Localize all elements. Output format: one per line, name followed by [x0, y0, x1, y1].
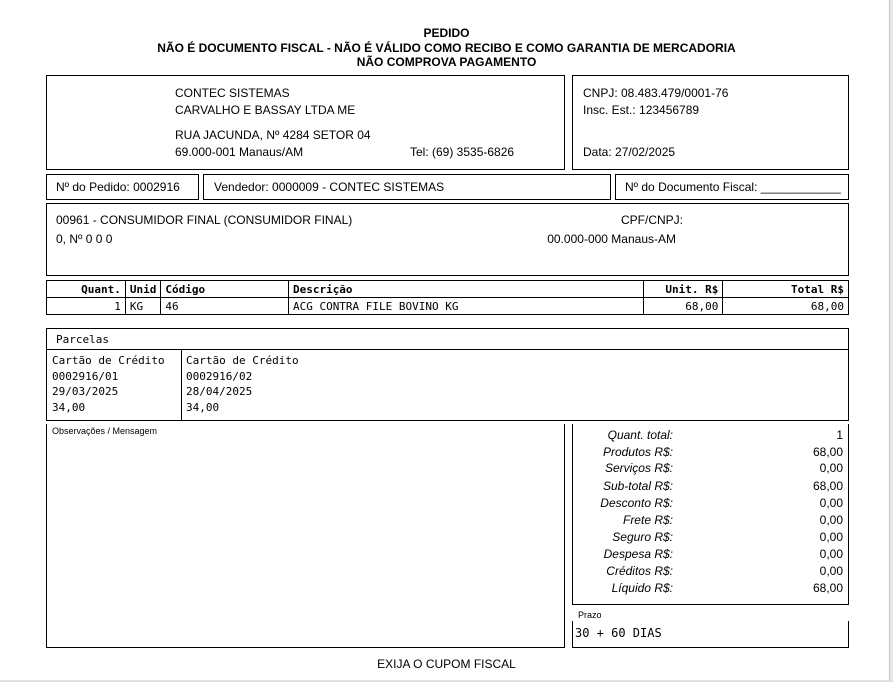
term-box — [572, 621, 849, 648]
installment-date: 29/03/2025 — [52, 385, 119, 398]
total-label: Despesa R$: — [603, 546, 673, 561]
company-city: 69.000-001 Manaus/AM — [175, 145, 304, 159]
total-label: Créditos R$: — [606, 563, 673, 578]
total-label: Produtos R$: — [602, 444, 673, 459]
customer-box — [46, 203, 849, 276]
term-value: 30 + 60 DIAS — [575, 626, 662, 640]
order-date: Data: 27/02/2025 — [583, 145, 676, 159]
col-total: Total R$ — [723, 281, 849, 298]
table-row — [47, 298, 849, 315]
company-box — [46, 75, 565, 170]
item-total: 68,00 — [723, 298, 849, 315]
total-value: 0,00 — [819, 461, 843, 475]
items-table — [46, 280, 849, 315]
doc-title: PEDIDO — [423, 26, 470, 40]
installment-method: Cartão de Crédito — [52, 354, 165, 367]
total-label: Desconto R$: — [600, 495, 673, 510]
doc-disclaimer: NÃO É DOCUMENTO FISCAL - NÃO É VÁLIDO COMO RECIBO E COMO GARANTIA DE MERCADORIA — [157, 41, 736, 55]
company-legal-name: CARVALHO E BASSAY LTDA ME — [175, 103, 356, 117]
total-value: 68,00 — [812, 479, 843, 493]
installment-date: 28/04/2025 — [186, 385, 253, 398]
term-label: Prazo — [578, 610, 602, 620]
list-item — [186, 353, 299, 415]
order-number: Nº do Pedido: 0002916 — [56, 180, 180, 194]
installment-amount: 34,00 — [186, 400, 220, 414]
fiscal-doc-box — [615, 174, 849, 200]
total-value: 0,00 — [819, 512, 843, 527]
total-value: 1 — [836, 428, 843, 442]
company-state-registration: Insc. Est.: 123456789 — [583, 103, 700, 117]
total-label: Sub-total R$: — [602, 479, 673, 493]
col-unit-price: Unit. R$ — [643, 281, 723, 298]
item-qty: 1 — [47, 298, 126, 315]
company-cnpj: CNPJ: 08.483.479/0001-76 — [583, 86, 729, 100]
list-item — [52, 353, 165, 415]
installments-title: Parcelas — [56, 333, 109, 346]
items-header-row — [47, 281, 849, 298]
total-label: Serviços R$: — [604, 461, 673, 475]
installments-title-box — [46, 328, 849, 350]
col-desc: Descrição — [288, 281, 643, 298]
total-label: Seguro R$: — [612, 529, 673, 544]
seller-box — [203, 174, 611, 200]
total-value: 68,00 — [812, 444, 843, 459]
item-unit-price: 68,00 — [643, 298, 723, 315]
company-name: CONTEC SISTEMAS — [175, 86, 290, 100]
installment-method: Cartão de Crédito — [186, 354, 299, 367]
total-value: 0,00 — [819, 546, 843, 561]
col-qty: Quant. — [47, 281, 126, 298]
total-value: 0,00 — [819, 529, 843, 544]
item-unit: KG — [125, 298, 161, 315]
total-value: 0,00 — [819, 563, 843, 578]
installments-divider — [181, 350, 182, 420]
installment-number: 0002916/01 — [52, 369, 119, 383]
total-value: 0,00 — [819, 495, 843, 510]
installment-amount: 34,00 — [52, 400, 86, 414]
total-label: Quant. total: — [607, 428, 673, 442]
item-code: 46 — [161, 298, 289, 315]
installments-box — [46, 349, 849, 421]
item-desc: ACG CONTRA FILE BOVINO KG — [288, 298, 643, 315]
col-code: Código — [161, 281, 289, 298]
total-value: 68,00 — [812, 580, 843, 595]
scrollbar-edge — [889, 0, 893, 682]
fiscal-doc-number: Nº do Documento Fiscal: ____________ — [625, 180, 841, 194]
customer-name: 00961 - CONSUMIDOR FINAL (CONSUMIDOR FINAL) — [56, 213, 353, 227]
col-unit: Unid — [125, 281, 161, 298]
total-label: Líquido R$: — [611, 580, 673, 595]
installment-number: 0002916/02 — [186, 369, 253, 383]
fiscal-box — [572, 75, 849, 170]
customer-cpf-label: CPF/CNPJ: — [621, 213, 684, 227]
customer-city: 00.000-000 Manaus-AM — [547, 232, 676, 246]
seller: Vendedor: 0000009 - CONTEC SISTEMAS — [214, 180, 445, 194]
notes-label: Observações / Mensagem — [52, 426, 158, 436]
totals-box — [572, 424, 849, 605]
footer-text: EXIJA O CUPOM FISCAL — [377, 657, 516, 671]
notes-box — [46, 424, 565, 648]
total-label: Frete R$: — [622, 512, 673, 527]
order-number-box — [46, 174, 199, 200]
doc-disclaimer-payment: NÃO COMPROVA PAGAMENTO — [356, 55, 537, 69]
company-address: RUA JACUNDA, Nº 4284 SETOR 04 — [175, 128, 371, 142]
customer-address: 0, Nº 0 0 0 — [56, 232, 113, 246]
company-phone: Tel: (69) 3535-6826 — [410, 145, 515, 159]
